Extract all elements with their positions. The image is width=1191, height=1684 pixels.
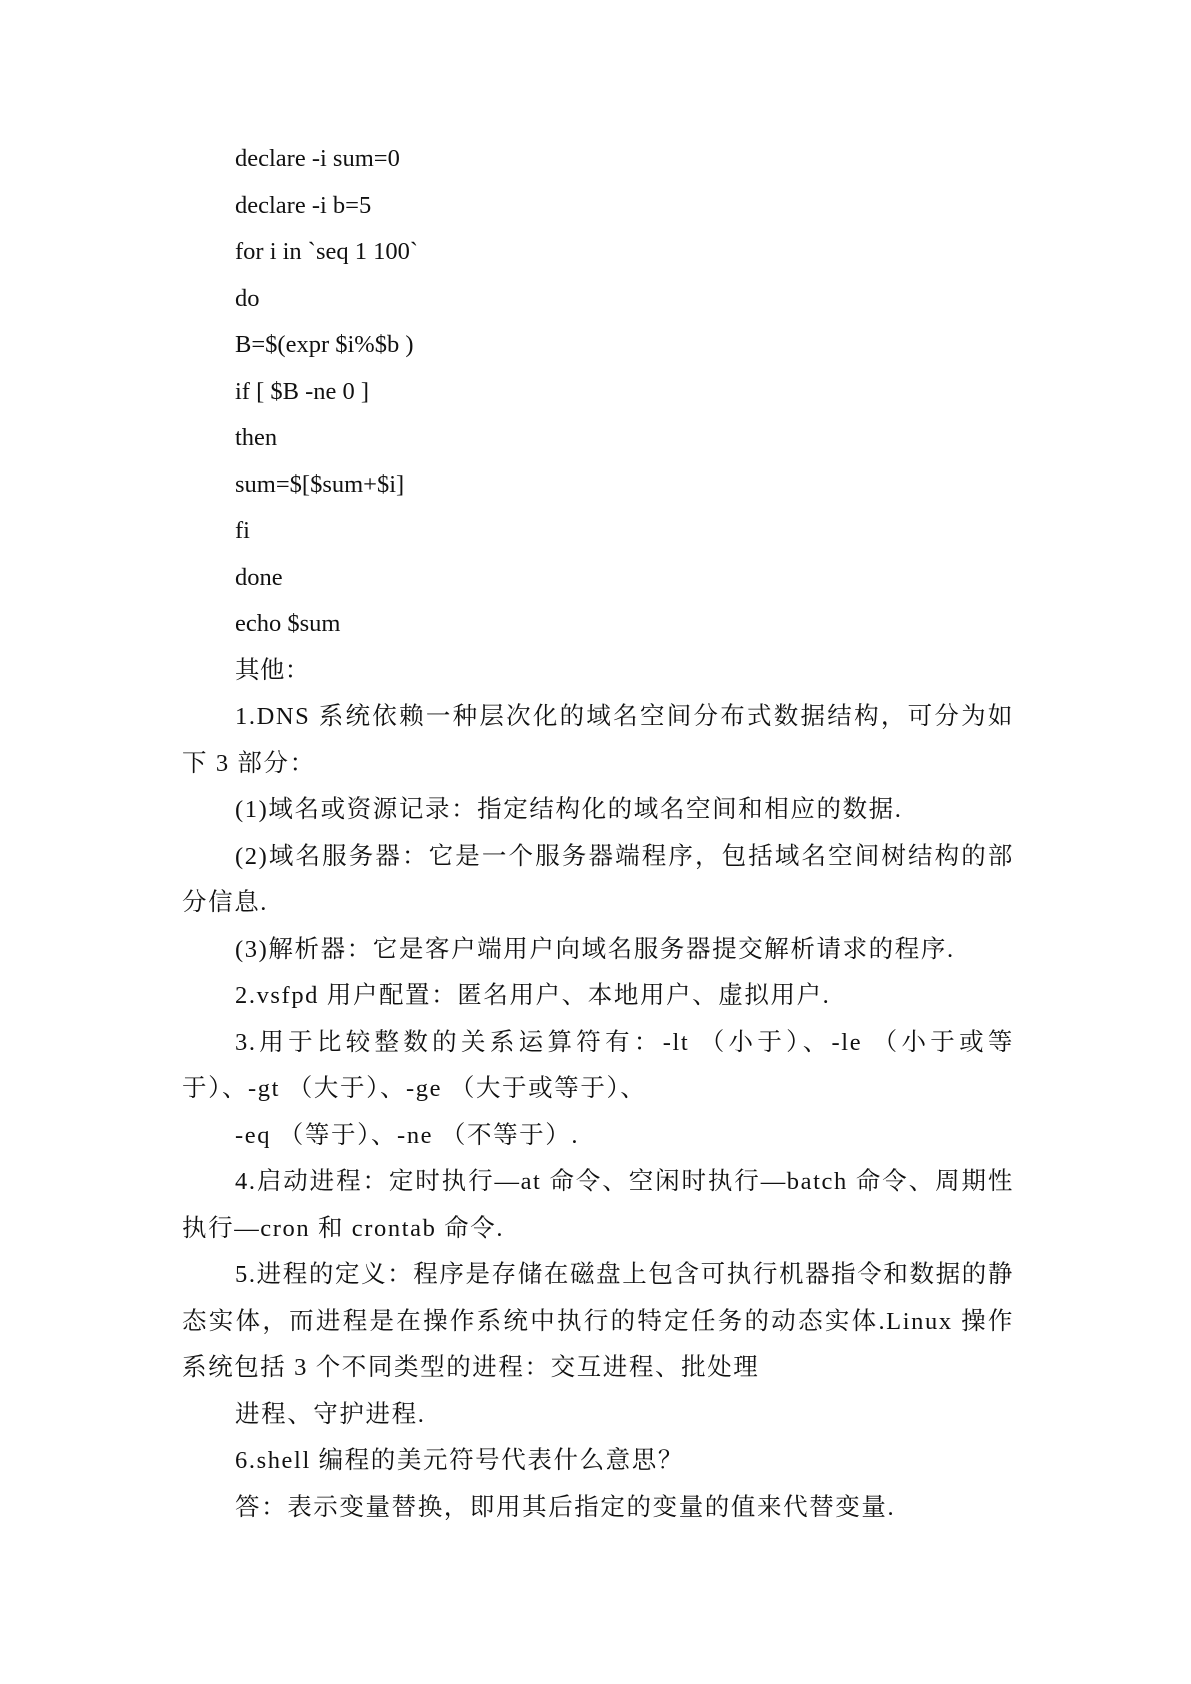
code-line: for i in `seq 1 100` [235,238,419,265]
section-heading-other: 其他： [235,656,310,684]
paragraph-relational-operators: 3.用于比较整数的关系运算符有：-lt （小于）、-le （小于或等于）、-gt （大于）、-ge （大于或等于）、 [182,1028,1014,1102]
code-line: done [235,563,283,591]
paragraph-dns-part-3: (3)解析器：它是客户端用户向域名服务器提交解析请求的程序. [235,935,955,963]
paragraph-dns-part-2: (2)域名服务器：它是一个服务器端程序，包括域名空间树结构的部分信息. [182,842,1014,916]
code-line: echo $sum [235,610,341,637]
paragraph-start-process: 4.启动进程：定时执行—at 命令、空闲时执行—batch 命令、周期性执行—cron 和 crontab 命令. [182,1168,1014,1242]
page-content [182,136,1014,1531]
code-line: then [235,424,278,451]
paragraph-relational-operators-cont: -eq （等于）、-ne （不等于）. [235,1121,580,1149]
paragraph-shell-answer: 答：表示变量替换，即用其后指定的变量的值来代替变量. [235,1493,896,1521]
paragraph-dns-part-1: (1)域名或资源记录：指定结构化的域名空间和相应的数据. [235,796,903,823]
code-line: if [ $B -ne 0 ] [235,377,370,405]
code-line: fi [235,517,250,544]
paragraph-vsftpd-users: 2.vsfpd 用户配置：匿名用户、本地用户、虚拟用户. [235,982,831,1009]
code-line: do [235,284,260,312]
paragraph-process-definition: 5.进程的定义：程序是存储在磁盘上包含可执行机器指令和数据的静态实体，而进程是在操作系统中执行的特定任务的动态实体.Linux 操作系统包括 3 个不同类型的进程：交互进程、批处理 [182,1261,1014,1381]
code-line: sum=$[$sum+$i] [235,470,405,498]
code-line: B=$(expr $i%$b ) [235,331,414,358]
paragraph-dns-intro: 1.DNS 系统依赖一种层次化的域名空间分布式数据结构，可分为如下 3 部分： [182,703,1014,777]
paragraph-shell-question: 6.shell 编程的美元符号代表什么意思？ [235,1447,684,1474]
paragraph-process-definition-cont: 进程、守护进程. [235,1400,426,1428]
code-line: declare -i b=5 [235,191,372,219]
code-line: declare -i sum=0 [235,145,400,172]
